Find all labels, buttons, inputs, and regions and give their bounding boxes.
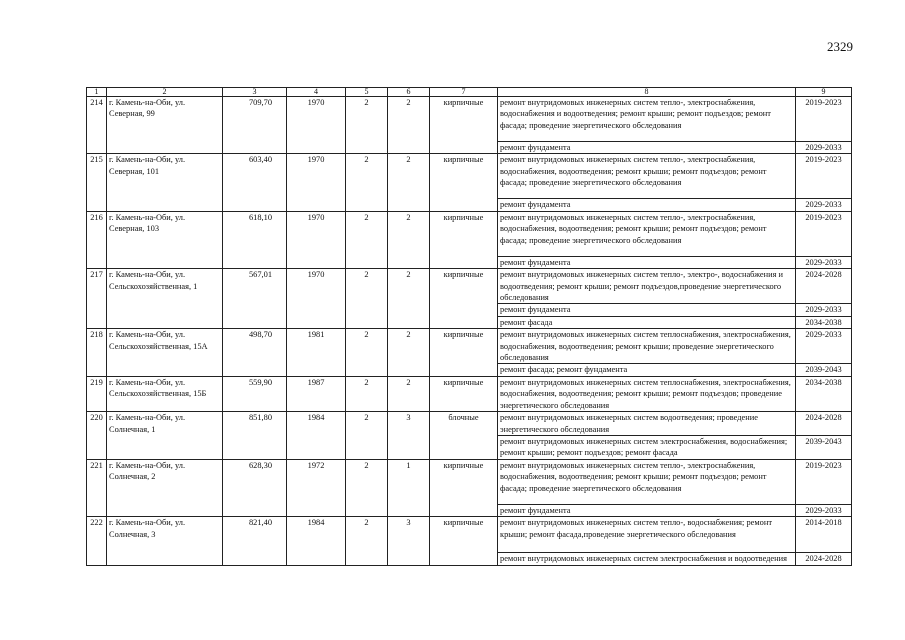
- repair-period: 2029-2033: [796, 256, 852, 268]
- repair-period: 2034-2038: [796, 316, 852, 328]
- column-6-value: 2: [388, 376, 430, 411]
- wall-material: блочные: [430, 412, 498, 460]
- area: 851,80: [223, 412, 287, 460]
- address: г. Камень-на-Оби, ул. Солнечная, 2: [107, 459, 223, 516]
- repair-period: 2019-2023: [796, 211, 852, 256]
- address: г. Камень-на-Оби, ул. Солнечная, 3: [107, 517, 223, 565]
- repair-work: ремонт внутридомовых инженерных систем тепло-, электроснабжения, водоснабжения, водоотведения; ремонт крыши; ремонт подъездов; ремонт фасада; проведение энергетического обследования: [498, 211, 796, 256]
- column-header: 2: [107, 88, 223, 97]
- column-5-value: 2: [346, 412, 388, 460]
- repair-period: 2029-2033: [796, 329, 852, 364]
- repair-work: ремонт фундамента: [498, 199, 796, 211]
- column-header: 8: [498, 88, 796, 97]
- wall-material: кирпичные: [430, 97, 498, 154]
- wall-material: кирпичные: [430, 459, 498, 516]
- area: 628,30: [223, 459, 287, 516]
- address: г. Камень-на-Оби, ул. Солнечная, 1: [107, 412, 223, 460]
- row-number: 217: [87, 269, 107, 329]
- column-5-value: 2: [346, 269, 388, 329]
- repair-work: ремонт внутридомовых инженерных систем водоотведения; проведение энергетического обследования: [498, 412, 796, 436]
- repair-period: 2024-2028: [796, 412, 852, 436]
- repair-work: ремонт внутридомовых инженерных систем тепло-, электроснабжения, водоснабжения, водоотведения; ремонт крыши; ремонт подъездов; ремонт фасада; проведение энергетического обследования: [498, 154, 796, 199]
- repair-work: ремонт фасада: [498, 316, 796, 328]
- repair-work: ремонт внутридомовых инженерных систем электроснабжения, водоснабжения; ремонт крыши; ремонт подъездов; ремонт фасада: [498, 435, 796, 459]
- row-number: 221: [87, 459, 107, 516]
- wall-material: кирпичные: [430, 329, 498, 377]
- table-row: [87, 376, 852, 411]
- column-header: 6: [388, 88, 430, 97]
- wall-material: кирпичные: [430, 211, 498, 268]
- column-header: 4: [287, 88, 346, 97]
- area: 603,40: [223, 154, 287, 211]
- repair-period: 2019-2023: [796, 459, 852, 504]
- row-number: 215: [87, 154, 107, 211]
- repair-period: 2024-2028: [796, 553, 852, 565]
- year: 1984: [287, 517, 346, 565]
- repair-work: ремонт внутридомовых инженерных систем тепло-, водоснабжения; ремонт крыши; ремонт фасада,проведение энергетического обследования: [498, 517, 796, 553]
- address: г. Камень-на-Оби, ул. Сельскохозяйственная, 15А: [107, 329, 223, 377]
- table-row: [87, 329, 852, 364]
- table-body: [87, 97, 852, 566]
- repair-period: 2029-2033: [796, 199, 852, 211]
- column-6-value: 2: [388, 97, 430, 154]
- column-header: 7: [430, 88, 498, 97]
- wall-material: кирпичные: [430, 269, 498, 329]
- column-6-value: 2: [388, 211, 430, 268]
- repair-work: ремонт внутридомовых инженерных систем тепло-, электроснабжения, водоснабжения и водоотведения; ремонт крыши; ремонт подъездов; ремонт фасада; проведение энергетического обследования: [498, 97, 796, 142]
- address: г. Камень-на-Оби, ул. Северная, 103: [107, 211, 223, 268]
- wall-material: кирпичные: [430, 154, 498, 211]
- repair-period: 2024-2028: [796, 269, 852, 304]
- year: 1970: [287, 154, 346, 211]
- year: 1970: [287, 269, 346, 329]
- column-6-value: 1: [388, 459, 430, 516]
- housing-repair-table: [86, 87, 852, 566]
- table-row: [87, 517, 852, 553]
- row-number: 218: [87, 329, 107, 377]
- repair-period: 2039-2043: [796, 435, 852, 459]
- year: 1970: [287, 211, 346, 268]
- area: 559,90: [223, 376, 287, 411]
- table-header: [87, 88, 852, 97]
- repair-work: ремонт внутридомовых инженерных систем тепло-, электроснабжения, водоснабжения, водоотведения; ремонт крыши; ремонт подъездов; ремонт фасада; проведение энергетического обследования: [498, 459, 796, 504]
- repair-period: 2019-2023: [796, 97, 852, 142]
- repair-work: ремонт фундамента: [498, 256, 796, 268]
- repair-work: ремонт внутридомовых инженерных систем теплоснабжения, электроснабжения, водоснабжения, водоотведения; ремонт крыши; проведение энергетического обследования: [498, 329, 796, 364]
- address: г. Камень-на-Оби, ул. Северная, 99: [107, 97, 223, 154]
- address: г. Камень-на-Оби, ул. Сельскохозяйственная, 15Б: [107, 376, 223, 411]
- column-header: 5: [346, 88, 388, 97]
- table-row: [87, 154, 852, 199]
- column-5-value: 2: [346, 211, 388, 268]
- column-5-value: 2: [346, 459, 388, 516]
- repair-work: ремонт внутридомовых инженерных систем теплоснабжения, электроснабжения, водоснабжения, водоотведения; ремонт крыши; ремонт подъездов; проведение энергетического обследования: [498, 376, 796, 411]
- column-6-value: 2: [388, 154, 430, 211]
- repair-work: ремонт внутридомовых инженерных систем тепло-, электро-, водоснабжения и водоотведения; ремонт крыши; ремонт подъездов,проведение энергетического обследования: [498, 269, 796, 304]
- year: 1972: [287, 459, 346, 516]
- column-6-value: 3: [388, 412, 430, 460]
- row-number: 222: [87, 517, 107, 565]
- repair-work: ремонт фундамента: [498, 504, 796, 516]
- area: 498,70: [223, 329, 287, 377]
- repair-work: ремонт внутридомовых инженерных систем электроснабжения и водоотведения: [498, 553, 796, 565]
- repair-work: ремонт фасада; ремонт фундамента: [498, 364, 796, 376]
- column-header: 9: [796, 88, 852, 97]
- repair-period: 2029-2033: [796, 504, 852, 516]
- wall-material: кирпичные: [430, 517, 498, 565]
- table-row: [87, 412, 852, 436]
- row-number: 220: [87, 412, 107, 460]
- year: 1987: [287, 376, 346, 411]
- column-header: 1: [87, 88, 107, 97]
- repair-period: 2039-2043: [796, 364, 852, 376]
- repair-period: 2034-2038: [796, 376, 852, 411]
- page-number: 2329: [827, 39, 853, 54]
- row-number: 214: [87, 97, 107, 154]
- repair-work: ремонт фундамента: [498, 304, 796, 316]
- column-6-value: 2: [388, 269, 430, 329]
- area: 618,10: [223, 211, 287, 268]
- area: 821,40: [223, 517, 287, 565]
- row-number: 216: [87, 211, 107, 268]
- repair-period: 2019-2023: [796, 154, 852, 199]
- wall-material: кирпичные: [430, 376, 498, 411]
- table-row: [87, 97, 852, 142]
- column-5-value: 2: [346, 97, 388, 154]
- column-header: 3: [223, 88, 287, 97]
- column-5-value: 2: [346, 517, 388, 565]
- address: г. Камень-на-Оби, ул. Северная, 101: [107, 154, 223, 211]
- table-row: [87, 269, 852, 304]
- column-5-value: 2: [346, 376, 388, 411]
- year: 1984: [287, 412, 346, 460]
- year: 1981: [287, 329, 346, 377]
- repair-period: 2029-2033: [796, 304, 852, 316]
- repair-period: 2029-2033: [796, 142, 852, 154]
- column-5-value: 2: [346, 154, 388, 211]
- column-5-value: 2: [346, 329, 388, 377]
- column-6-value: 2: [388, 329, 430, 377]
- repair-work: ремонт фундамента: [498, 142, 796, 154]
- table-row: [87, 459, 852, 504]
- address: г. Камень-на-Оби, ул. Сельскохозяйственная, 1: [107, 269, 223, 329]
- area: 709,70: [223, 97, 287, 154]
- repair-period: 2014-2018: [796, 517, 852, 553]
- column-6-value: 3: [388, 517, 430, 565]
- year: 1970: [287, 97, 346, 154]
- row-number: 219: [87, 376, 107, 411]
- area: 567,01: [223, 269, 287, 329]
- table-row: [87, 211, 852, 256]
